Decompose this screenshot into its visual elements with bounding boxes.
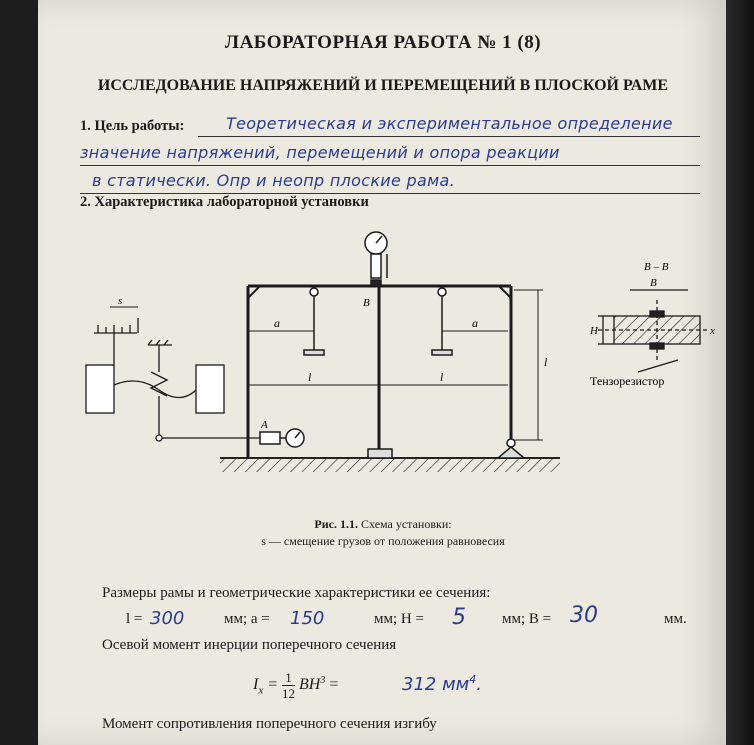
label-B: B xyxy=(363,297,370,309)
dim-l-label: l = xyxy=(126,611,143,627)
formula-pow: 3 xyxy=(320,674,326,686)
dim-B-label: мм; B = xyxy=(502,611,552,627)
lab-subtitle: ИССЛЕДОВАНИЕ НАПРЯЖЕНИЙ И ПЕРЕМЕЩЕНИЙ В ПЛОСКОЙ РАМЕ xyxy=(97,77,669,94)
frac-num: 1 xyxy=(285,670,292,685)
label-a-left: a xyxy=(274,316,280,330)
formula-fraction xyxy=(282,670,295,701)
strain-gauge-label: Тензорезистор xyxy=(590,374,665,388)
dim-unit-end: мм. xyxy=(664,611,687,627)
inertia-heading: Осевой момент инерции поперечного сечения xyxy=(102,637,397,653)
section-modulus-heading: Момент сопротивления поперечного сечения изгибу xyxy=(102,716,437,732)
formula-eq: = xyxy=(267,676,279,694)
section-title: B – B xyxy=(644,261,669,273)
goal-line-1: Теоретическая и экспериментальное определение xyxy=(226,114,673,133)
label-a-right: a xyxy=(472,316,478,330)
label-section-B: B xyxy=(650,277,657,289)
scale-mechanism xyxy=(86,307,260,441)
document-page xyxy=(38,0,728,745)
dims-heading: Размеры рамы и геометрические характеристики ее сечения: xyxy=(102,585,491,601)
dim-a-value: 150 xyxy=(290,608,325,629)
figure-caption xyxy=(38,517,728,532)
pin-support xyxy=(498,439,524,458)
label-l-left: l xyxy=(308,370,312,384)
label-l-vertical: l xyxy=(544,355,548,369)
goal-line-3: в статически. Опр и неопр плоские рама. xyxy=(92,171,455,190)
goal-line-2: значение напряжений, перемещений и опора реакции xyxy=(80,143,560,162)
inertia-dot: . xyxy=(476,674,482,695)
formula-eq2: = xyxy=(329,676,339,694)
caption-number: Рис. 1.1. xyxy=(314,517,358,531)
dim-B-value: 30 xyxy=(570,603,598,628)
setup-schematic xyxy=(38,0,728,520)
dim-H-label: мм; H = xyxy=(374,611,424,627)
section-1-label: 1. Цель работы: xyxy=(80,118,185,134)
caption-text: Схема установки: xyxy=(360,517,452,531)
dim-l-value: 300 xyxy=(150,608,185,629)
dial-gauge-top xyxy=(365,232,387,286)
label-H: H xyxy=(590,325,598,337)
page-edge-shadow xyxy=(726,0,754,745)
formula-rhs: BH xyxy=(299,676,321,694)
section-2-label: 2. Характеристика лабораторной установки xyxy=(80,194,369,210)
lab-title: ЛАБОРАТОРНАЯ РАБОТА № 1 (8) xyxy=(224,32,542,53)
inertia-value xyxy=(402,673,482,695)
label-s: s xyxy=(118,295,123,307)
weight-left xyxy=(304,288,324,355)
dial-gauge-A xyxy=(260,429,304,447)
label-x: x xyxy=(710,325,715,337)
cross-section xyxy=(598,290,708,372)
dim-a-label: мм; a = xyxy=(224,611,270,627)
label-A: A xyxy=(261,419,268,431)
figure-caption-line-2: s — смещение грузов от положения равновесия xyxy=(261,534,505,548)
inertia-number: 312 xyxy=(402,674,437,695)
formula-sub: x xyxy=(258,684,264,697)
weight-right xyxy=(432,288,452,355)
ground-hatch xyxy=(220,458,560,472)
formula-lhs: I xyxy=(253,676,259,694)
dim-H-value: 5 xyxy=(452,605,466,630)
inertia-formula xyxy=(253,670,338,701)
frac-den: 12 xyxy=(282,686,296,701)
inertia-unit-pow: 4 xyxy=(469,673,477,686)
inertia-unit: мм xyxy=(442,674,470,695)
label-l-right: l xyxy=(440,370,444,384)
